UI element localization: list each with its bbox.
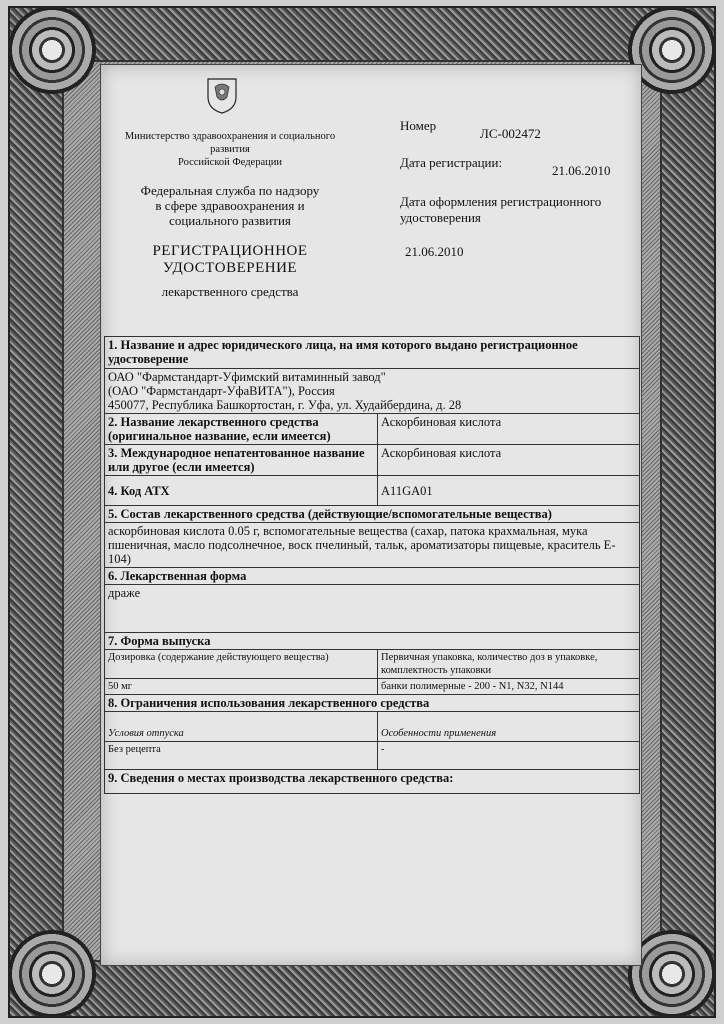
inn-name: Аскорбиновая кислота — [378, 445, 640, 476]
number-value: ЛС-002472 — [480, 126, 541, 141]
dispensing-value: Без рецепта — [105, 742, 378, 770]
table-row — [105, 712, 640, 742]
section-3-title: 3. Международное непатентованное название или другое (если имеется) — [105, 445, 378, 476]
service-name: Федеральная служба по надзору в сфере здравоохранения и социального развития — [140, 183, 320, 228]
packaging-header: Первичная упаковка, количество доз в упаковке, комплектность упаковки — [378, 650, 640, 679]
table-row — [105, 369, 640, 414]
ministry-name: Министерство здравоохранения и социального развития Российской Федерации — [124, 131, 336, 168]
date-value: 21.06.2010 — [552, 163, 611, 178]
section-7-title: 7. Форма выпуска — [105, 633, 640, 650]
table-row — [105, 414, 640, 445]
packaging-value: банки полимерные - 200 - N1, N32, N144 — [378, 679, 640, 695]
table-row — [105, 506, 640, 523]
drug-name: Аскорбиновая кислота — [378, 414, 640, 445]
table-row — [105, 679, 640, 695]
table-row — [105, 568, 640, 585]
section-8-title: 8. Ограничения использования лекарственного средства — [105, 695, 640, 712]
table-row — [105, 337, 640, 369]
issue-date-value: 21.06.2010 — [405, 244, 464, 259]
coat-of-arms-icon — [205, 75, 239, 115]
table-row — [105, 650, 640, 679]
company-address: 450077, Республика Башкортостан, г. Уфа, ул. Худайбердина, д. 28 — [108, 398, 462, 412]
table-row — [105, 445, 640, 476]
dosage-value: 50 мг — [105, 679, 378, 695]
issue-date-label: Дата оформления регистрационного удостоверения — [400, 194, 602, 225]
table-row — [105, 476, 640, 506]
composition: аскорбиновая кислота 0.05 г, вспомогательные вещества (сахар, патока крахмальная, мука пшеничная, масло подсолнечное, воск пчелиный, тальк, ароматизаторы пищевые, краситель E-104) — [105, 523, 640, 568]
section-2-title: 2. Название лекарственного средства (оригинальное название, если имеется) — [105, 414, 378, 445]
certificate-subtitle: лекарственного средства — [161, 284, 299, 299]
certificate-title: РЕГИСТРАЦИОННОЕ УДОСТОВЕРЕНИЕ — [152, 243, 308, 276]
usage-features-value: - — [378, 742, 640, 770]
number-label: Номер — [400, 118, 437, 133]
table-row — [105, 633, 640, 650]
usage-features-header: Особенности применения — [378, 712, 640, 742]
date-label: Дата регистрации: — [400, 155, 503, 170]
dosage-form: драже — [105, 585, 640, 633]
certificate-table — [104, 336, 640, 794]
company-short-name: (ОАО "Фармстандарт-УфаВИТА"), Россия — [108, 384, 335, 398]
dosage-header: Дозировка (содержание действующего вещества) — [105, 650, 378, 679]
section-1-title: 1. Название и адрес юридического лица, на имя которого выдано регистрационное удостоверение — [108, 338, 578, 366]
company-name: ОАО "Фармстандарт-Уфимский витаминный завод" — [108, 370, 386, 384]
table-row — [105, 585, 640, 633]
table-row — [105, 742, 640, 770]
table-row — [105, 695, 640, 712]
section-9-title: 9. Сведения о местах производства лекарственного средства: — [105, 770, 640, 794]
section-6-title: 6. Лекарственная форма — [105, 568, 640, 585]
section-5-title: 5. Состав лекарственного средства (действующие/вспомогательные вещества) — [105, 506, 640, 523]
atc-code: A11GA01 — [378, 476, 640, 506]
corner-rosette-icon — [4, 926, 100, 1022]
table-row — [105, 523, 640, 568]
dispensing-header: Условия отпуска — [105, 712, 378, 742]
section-4-title: 4. Код АТХ — [105, 476, 378, 506]
corner-rosette-icon — [4, 2, 100, 98]
table-row — [105, 770, 640, 794]
